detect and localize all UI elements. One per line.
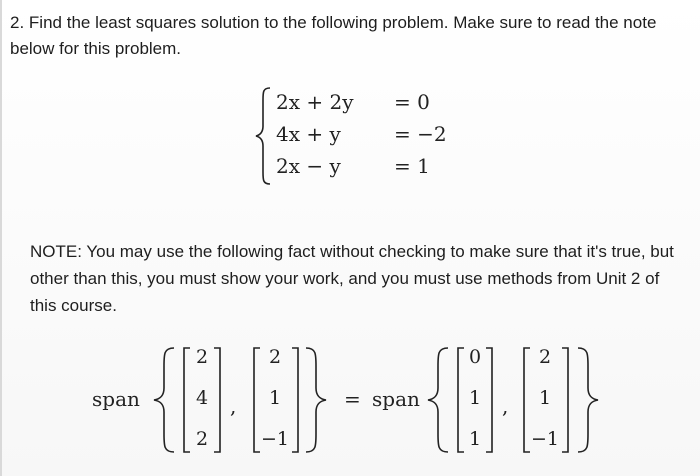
question-number: 2. [10,13,25,32]
vector-entry: 0 [468,346,482,368]
span-equality [92,344,652,456]
equation-lhs: 2x − y [276,154,341,178]
comma: , [502,394,509,418]
span-label: span [92,387,140,411]
right-curly-brace-icon [578,348,598,452]
vector-entry: −1 [530,428,559,450]
vector-entry: 2 [195,428,209,450]
left-curly-brace-icon [154,348,174,452]
question-body: Find the least squares solution to the following problem. Make sure to read the note below for this problem. [10,13,657,58]
vector-entry: 1 [268,387,282,409]
equals-sign: = [344,387,361,411]
vector-entry: 2 [195,346,209,368]
equation-rhs: = −2 [394,122,447,146]
equation-lhs: 4x + y [276,122,341,146]
vector-entry: 2 [538,346,552,368]
vector-entry: 2 [268,346,282,368]
left-brace-icon [254,86,274,186]
comma: , [230,394,237,418]
right-curly-brace-icon [306,348,326,452]
equation-rhs: = 1 [394,154,430,178]
vector-entry: 1 [468,428,482,450]
vector-entry: 4 [195,387,209,409]
right-bracket-icon [292,348,298,452]
note-text: NOTE: You may use the following fact without checking to make sure that it's true, but other than this, you must show your work, and you must use methods from Unit 2 of this course. [30,242,674,315]
vector-entry: −1 [260,428,289,450]
left-curly-brace-icon [428,348,448,452]
vector-entry: 1 [538,387,552,409]
question-text [10,10,690,62]
equation-rhs: = 0 [394,90,430,114]
equation-system [254,86,514,186]
vector-entry: 1 [468,387,482,409]
equation-lhs: 2x + 2y [276,90,354,114]
right-bracket-icon [562,348,568,452]
span-label: span [372,387,420,411]
